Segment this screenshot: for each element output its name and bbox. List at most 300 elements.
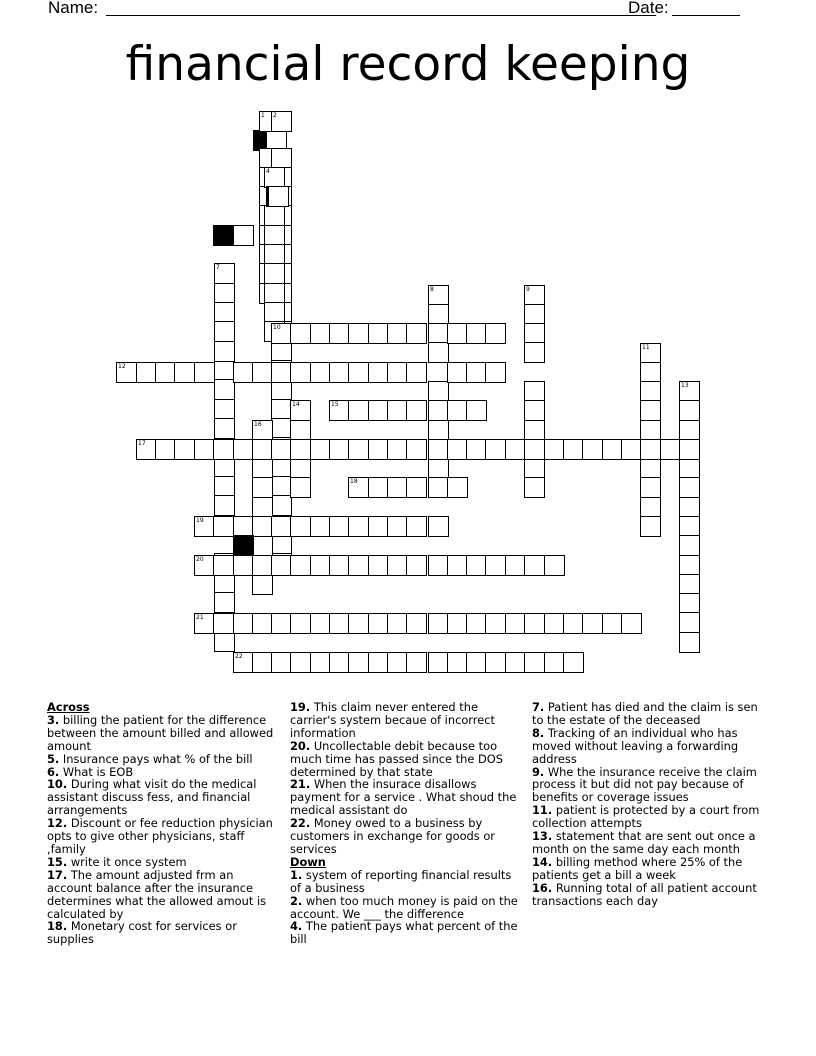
crossword-cell[interactable] [271, 555, 292, 576]
crossword-cell[interactable] [524, 400, 545, 421]
crossword-cell[interactable] [290, 458, 311, 479]
crossword-cell[interactable] [233, 516, 254, 537]
crossword-cell[interactable] [485, 439, 506, 460]
crossword-cell[interactable] [252, 652, 273, 673]
crossword-cell[interactable] [271, 652, 292, 673]
crossword-cell[interactable] [524, 342, 545, 363]
crossword-cell[interactable] [233, 439, 254, 460]
crossword-cell[interactable] [387, 477, 408, 498]
down-clue-list-2 [532, 701, 772, 908]
across-clue [47, 817, 275, 856]
crossword-cell[interactable] [214, 283, 235, 304]
clues-column-2 [290, 701, 520, 946]
crossword-cell[interactable] [368, 613, 389, 634]
crossword-cell[interactable] [524, 439, 545, 460]
crossword-cell[interactable] [271, 613, 292, 634]
crossword-cell[interactable] [428, 439, 449, 460]
crossword-cell[interactable] [524, 555, 545, 576]
across-clue [290, 740, 520, 779]
across-clue-list-2 [290, 701, 520, 856]
crossword-cell[interactable] [310, 516, 331, 537]
crossword-cell[interactable] [428, 304, 449, 325]
crossword-cell[interactable] [485, 613, 506, 634]
cell-number: 12 [118, 363, 126, 370]
across-clue [47, 920, 275, 946]
crossword-cell[interactable] [213, 613, 234, 634]
down-clue [290, 895, 520, 921]
crossword-cell[interactable] [387, 613, 408, 634]
crossword-cell[interactable] [679, 497, 700, 518]
crossword-cell[interactable] [428, 381, 449, 402]
clue-number: 6. [47, 764, 60, 779]
crossword-cell[interactable] [466, 555, 487, 576]
crossword-cell[interactable] [563, 613, 584, 634]
crossword-cell[interactable] [214, 418, 235, 439]
crossword-cell[interactable] [252, 458, 273, 479]
cell-number: 10 [273, 324, 281, 331]
crossword-cell[interactable] [679, 420, 700, 441]
cell-number: 4 [266, 168, 270, 175]
crossword-cell[interactable] [271, 418, 292, 439]
crossword-cell[interactable] [290, 477, 311, 498]
crossword-cell[interactable] [447, 323, 468, 344]
crossword-cell[interactable] [602, 613, 623, 634]
crossword-cell[interactable] [264, 283, 285, 304]
crossword-cell[interactable] [428, 458, 449, 479]
crossword-cell[interactable] [466, 652, 487, 673]
clue-number: 5. [47, 751, 60, 766]
crossword-cell[interactable] [387, 323, 408, 344]
crossword-cell[interactable] [368, 652, 389, 673]
crossword-cell[interactable] [233, 225, 254, 246]
crossword-cell[interactable] [387, 555, 408, 576]
crossword-cell[interactable] [428, 477, 449, 498]
crossword-cell[interactable] [505, 555, 526, 576]
down-clue [532, 766, 772, 805]
crossword-cell[interactable] [640, 497, 661, 518]
crossword-cell[interactable] [252, 362, 273, 383]
crossword-cell[interactable] [213, 439, 234, 460]
crossword-cell[interactable] [233, 362, 254, 383]
clues-column-1 [47, 701, 275, 946]
clue-number: 15. [47, 854, 68, 869]
crossword-cell[interactable] [428, 285, 449, 306]
crossword-cell[interactable] [428, 342, 449, 363]
crossword-cell[interactable] [368, 400, 389, 421]
crossword-cell[interactable] [214, 457, 235, 478]
crossword-cell[interactable] [214, 341, 235, 362]
crossword-cell[interactable] [524, 652, 545, 673]
crossword-cell[interactable] [485, 362, 506, 383]
crossword-cell[interactable] [214, 302, 235, 323]
crossword-cell[interactable] [233, 613, 254, 634]
crossword-cell[interactable] [387, 516, 408, 537]
crossword-cell[interactable] [406, 477, 427, 498]
crossword-cell[interactable] [214, 399, 235, 420]
crossword-cell[interactable] [271, 495, 292, 516]
crossword-cell[interactable] [679, 400, 700, 421]
crossword-cell[interactable] [485, 555, 506, 576]
down-clue [290, 869, 520, 895]
crossword-cell[interactable] [428, 652, 449, 673]
crossword-cell[interactable] [406, 516, 427, 537]
crossword-cell[interactable] [679, 381, 700, 402]
crossword-cell[interactable] [640, 362, 661, 383]
clue-number: 8. [532, 725, 545, 740]
crossword-cell[interactable] [428, 400, 449, 421]
crossword-cell[interactable] [406, 555, 427, 576]
clue-text: The amount adjusted frm an account balance after the insurance determines what the allowed amout is calculated by [47, 867, 267, 921]
crossword-cell[interactable] [264, 244, 285, 265]
crossword-cell[interactable] [252, 477, 273, 498]
crossword-cell[interactable] [329, 652, 350, 673]
crossword-cell[interactable] [582, 613, 603, 634]
down-clue [532, 727, 772, 766]
crossword-cell[interactable] [194, 516, 215, 537]
crossword-cell[interactable] [563, 652, 584, 673]
crossword-cell[interactable] [406, 439, 427, 460]
crossword-cell[interactable] [271, 516, 292, 537]
crossword-cell[interactable] [310, 555, 331, 576]
clue-number: 18. [47, 919, 68, 934]
clue-text: What is EOB [62, 764, 134, 779]
cell-number: 20 [196, 556, 204, 563]
clue-text: billing the patient for the difference between the amount billed and allowed amount [47, 712, 274, 753]
crossword-cell[interactable] [233, 652, 254, 673]
crossword-cell[interactable] [214, 495, 235, 516]
crossword-cell[interactable] [329, 613, 350, 634]
clues-column-3 [532, 701, 772, 908]
crossword-cell[interactable] [621, 613, 642, 634]
down-clue [532, 830, 772, 856]
crossword-cell[interactable] [213, 516, 234, 537]
crossword-cell[interactable] [194, 362, 215, 383]
crossword-cell[interactable] [214, 476, 235, 497]
down-clue-list-1 [290, 869, 520, 946]
crossword-cell[interactable] [290, 362, 311, 383]
crossword-cell[interactable] [310, 613, 331, 634]
crossword-cell[interactable] [329, 439, 350, 460]
clue-number: 7. [532, 700, 545, 714]
crossword-cell[interactable] [271, 476, 292, 497]
clue-text: Running total of all patient account transactions each day [532, 880, 757, 908]
clue-number: 16. [532, 880, 553, 895]
crossword-cell[interactable] [290, 516, 311, 537]
crossword-cell[interactable] [640, 381, 661, 402]
crossword-cell[interactable] [544, 555, 565, 576]
crossword-cell[interactable] [679, 612, 700, 633]
across-clue-list-1 [47, 714, 275, 946]
crossword-cell[interactable] [679, 555, 700, 576]
crossword-cell[interactable] [290, 555, 311, 576]
crossword-cell[interactable] [406, 400, 427, 421]
crossword-cell[interactable] [524, 613, 545, 634]
across-clue [290, 701, 520, 740]
crossword-cell[interactable] [544, 652, 565, 673]
clue-number: 21. [290, 777, 311, 792]
crossword-cell[interactable] [406, 323, 427, 344]
crossword-cell[interactable] [348, 477, 369, 498]
crossword-cell[interactable] [679, 574, 700, 595]
clue-number: 12. [47, 816, 68, 831]
crossword-cell[interactable] [290, 613, 311, 634]
crossword-cell[interactable] [466, 400, 487, 421]
clue-text: billing method where 25% of the patients get a bill a week [532, 854, 743, 882]
crossword-cell[interactable] [505, 439, 526, 460]
blocked-cell [233, 535, 254, 556]
crossword-cell[interactable] [406, 613, 427, 634]
crossword-cell[interactable] [264, 302, 285, 323]
clue-text: Uncollectable debit because too much time has passed since the DOS determined by that state [290, 738, 503, 779]
crossword-cell[interactable] [214, 321, 235, 342]
crossword-cell[interactable] [505, 652, 526, 673]
clue-text: Insurance pays what % of the bill [62, 751, 253, 766]
clue-text: Discount or fee reduction physician opts to give other physicians, staff ,family [47, 816, 273, 856]
cell-number: 19 [196, 517, 204, 524]
clue-text: patient is protected by a court from collection attempts [532, 803, 760, 831]
crossword-cell[interactable] [252, 420, 273, 441]
cell-number: 8 [430, 286, 434, 293]
clue-number: 20. [290, 738, 311, 753]
crossword-cell[interactable] [271, 439, 292, 460]
crossword-cell[interactable] [329, 400, 350, 421]
crossword-cell[interactable] [428, 323, 449, 344]
crossword-cell[interactable] [348, 400, 369, 421]
crossword-cell[interactable] [428, 555, 449, 576]
crossword-cell[interactable] [679, 535, 700, 556]
crossword-cell[interactable] [268, 186, 289, 207]
cell-number: 2 [273, 112, 277, 119]
crossword-cell[interactable] [582, 439, 603, 460]
crossword-cell[interactable] [310, 323, 331, 344]
crossword-cell[interactable] [447, 400, 468, 421]
crossword-cell[interactable] [271, 341, 292, 362]
clue-text: Monetary cost for services or supplies [47, 919, 237, 947]
crossword-cell[interactable] [679, 477, 700, 498]
crossword-cell[interactable] [290, 420, 311, 441]
cell-number: 16 [254, 421, 262, 428]
down-clue [532, 856, 772, 882]
across-clue [290, 817, 520, 856]
crossword-cell[interactable] [602, 439, 623, 460]
crossword-cell[interactable] [447, 555, 468, 576]
crossword-cell[interactable] [544, 613, 565, 634]
clue-number: 9. [532, 764, 545, 779]
crossword-cell[interactable] [264, 205, 285, 226]
crossword-cell[interactable] [406, 652, 427, 673]
crossword-cell[interactable] [524, 420, 545, 441]
crossword-cell[interactable] [329, 555, 350, 576]
crossword-cell[interactable] [447, 477, 468, 498]
across-clue [47, 778, 275, 817]
crossword-cell[interactable] [640, 516, 661, 537]
crossword-cell[interactable] [290, 400, 311, 421]
crossword-cell[interactable] [621, 439, 642, 460]
cell-number: 18 [350, 478, 358, 485]
crossword-cell[interactable] [524, 323, 545, 344]
crossword-cell[interactable] [252, 535, 273, 556]
crossword-cell[interactable] [348, 362, 369, 383]
crossword-cell[interactable] [485, 323, 506, 344]
crossword-cell[interactable] [271, 399, 292, 420]
crossword-cell[interactable] [329, 362, 350, 383]
down-clue [532, 701, 772, 727]
crossword-cell[interactable] [447, 362, 468, 383]
crossword-cell[interactable] [640, 400, 661, 421]
crossword-cell[interactable] [264, 225, 285, 246]
crossword-cell[interactable] [679, 593, 700, 614]
crossword-cell[interactable] [387, 362, 408, 383]
crossword-cell[interactable] [428, 613, 449, 634]
cell-number: 21 [196, 614, 204, 621]
cell-number: 15 [331, 401, 339, 408]
crossword-cell[interactable] [428, 516, 449, 537]
crossword-cell[interactable] [368, 362, 389, 383]
crossword-cell[interactable] [524, 304, 545, 325]
crossword-cell[interactable] [252, 497, 273, 518]
crossword-cell[interactable] [271, 457, 292, 478]
crossword-cell[interactable] [387, 652, 408, 673]
crossword-cell[interactable] [252, 574, 273, 595]
date-label: Date: [628, 0, 669, 17]
cell-number: 22 [235, 653, 243, 660]
crossword-cell[interactable] [116, 362, 137, 383]
crossword-cell[interactable] [271, 323, 292, 344]
crossword-cell[interactable] [387, 439, 408, 460]
crossword-cell[interactable] [485, 652, 506, 673]
crossword-cell[interactable] [136, 362, 157, 383]
crossword-cell[interactable] [640, 420, 661, 441]
clue-text: statement that are sent out once a month on the same day each month [532, 829, 756, 856]
crossword-cell[interactable] [233, 555, 254, 576]
down-clue [290, 920, 520, 946]
crossword-cell[interactable] [348, 613, 369, 634]
crossword-cell[interactable] [155, 362, 176, 383]
crossword-cell[interactable] [406, 362, 427, 383]
cell-number: 11 [642, 344, 650, 351]
crossword-cell[interactable] [252, 439, 273, 460]
crossword-cell[interactable] [310, 652, 331, 673]
crossword-cell[interactable] [214, 379, 235, 400]
across-heading: Across [47, 700, 90, 714]
clue-text: when too much money is paid on the account. We ___ the difference [290, 893, 518, 921]
crossword-cell[interactable] [563, 439, 584, 460]
crossword-cell[interactable] [679, 439, 700, 460]
crossword-cell[interactable] [524, 285, 545, 306]
crossword-cell[interactable] [290, 652, 311, 673]
crossword-cell[interactable] [466, 362, 487, 383]
clue-number: 1. [290, 867, 303, 882]
crossword-cell[interactable] [310, 362, 331, 383]
crossword-cell[interactable] [174, 439, 195, 460]
crossword-cell[interactable] [214, 592, 235, 613]
crossword-cell[interactable] [466, 439, 487, 460]
clue-number: 14. [532, 854, 553, 869]
crossword-cell[interactable] [466, 613, 487, 634]
crossword-cell[interactable] [214, 631, 235, 652]
crossword-cell[interactable] [290, 323, 311, 344]
crossword-cell[interactable] [447, 613, 468, 634]
crossword-cell[interactable] [348, 555, 369, 576]
crossword-cell[interactable] [194, 555, 215, 576]
crossword-cell[interactable] [264, 167, 285, 188]
crossword-cell[interactable] [524, 381, 545, 402]
crossword-cell[interactable] [136, 439, 157, 460]
crossword-cell[interactable] [264, 263, 285, 284]
crossword-cell[interactable] [640, 477, 661, 498]
crossword-cell[interactable] [387, 400, 408, 421]
crossword-cell[interactable] [447, 652, 468, 673]
clue-text: During what visit do the medical assistant discuss fess, and financial arrangements [47, 777, 257, 818]
crossword-cell[interactable] [213, 555, 234, 576]
crossword-cell[interactable] [505, 613, 526, 634]
crossword-cell[interactable] [271, 362, 292, 383]
crossword-cell[interactable] [368, 516, 389, 537]
crossword-cell[interactable] [348, 439, 369, 460]
crossword-cell[interactable] [447, 439, 468, 460]
cell-number: 1 [261, 112, 265, 119]
crossword-cell[interactable] [679, 516, 700, 537]
crossword-cell[interactable] [368, 555, 389, 576]
clues-section [47, 701, 772, 1031]
crossword-cell[interactable] [428, 420, 449, 441]
crossword-cell[interactable] [174, 362, 195, 383]
crossword-cell[interactable] [368, 439, 389, 460]
crossword-cell[interactable] [524, 458, 545, 479]
crossword-cell[interactable] [544, 439, 565, 460]
crossword-cell[interactable] [679, 458, 700, 479]
crossword-cell[interactable] [348, 516, 369, 537]
crossword-cell[interactable] [155, 439, 176, 460]
crossword-cell[interactable] [640, 458, 661, 479]
crossword-cell[interactable] [524, 477, 545, 498]
crossword-cell[interactable] [466, 323, 487, 344]
crossword-cell[interactable] [194, 613, 215, 634]
crossword-cell[interactable] [329, 516, 350, 537]
clue-number: 3. [47, 712, 60, 727]
clue-number: 17. [47, 867, 68, 882]
crossword-cell[interactable] [368, 323, 389, 344]
clue-text: Whe the insurance receive the claim process it but did not pay because of benefits or coverage issues [532, 764, 757, 805]
crossword-cell[interactable] [252, 555, 273, 576]
crossword-cell[interactable] [348, 652, 369, 673]
crossword-cell[interactable] [368, 477, 389, 498]
crossword-cell[interactable] [660, 439, 681, 460]
crossword-cell[interactable] [640, 439, 661, 460]
crossword-cell[interactable] [310, 439, 331, 460]
clue-text: Tracking of an individual who has moved without leaving a forwarding address [532, 725, 739, 766]
crossword-cell[interactable] [329, 323, 350, 344]
cell-number: 13 [681, 382, 689, 389]
crossword-cell[interactable] [271, 534, 292, 555]
crossword-cell[interactable] [214, 263, 235, 284]
crossword-cell[interactable] [252, 613, 273, 634]
crossword-cell[interactable] [194, 439, 215, 460]
down-clue [532, 804, 772, 830]
crossword-cell[interactable] [290, 439, 311, 460]
crossword-cell[interactable] [271, 148, 292, 169]
crossword-cell[interactable] [348, 323, 369, 344]
crossword-cell[interactable] [252, 516, 273, 537]
crossword-cell[interactable] [679, 632, 700, 653]
clue-number: 4. [290, 919, 303, 934]
crossword-cell[interactable] [271, 111, 292, 132]
down-clue [532, 882, 772, 908]
clue-number: 19. [290, 700, 311, 714]
crossword-cell[interactable] [640, 343, 661, 364]
clue-text: This claim never entered the carrier's system becaue of incorrect information [290, 700, 495, 740]
page-title: financial record keeping [125, 37, 691, 92]
